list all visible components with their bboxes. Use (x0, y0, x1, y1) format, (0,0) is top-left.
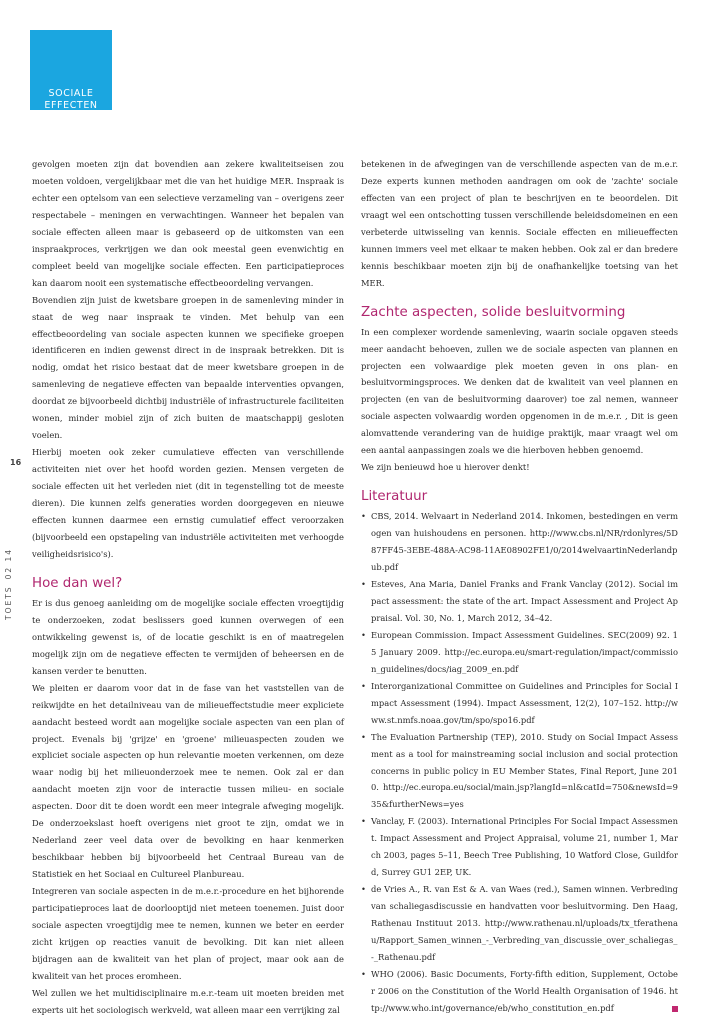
reference-text: Interorganizational Committee on Guidelines and Principles for Social Impact Assessment (1994). Impact Assessment, 12(2), 107–152. http://www.st.nmfs.noaa.gov/tm/spo/spo16.pdf (371, 680, 678, 725)
paragraph: Wel zullen we het multidisciplinaire m.e.r.-team uit moeten breiden met experts uit het sociologisch werkveld, wat alleen maar een verrijking zal (32, 987, 344, 1015)
reference-text: The Evaluation Partnership (TEP), 2010. Study on Social Impact Assessment as a tool for mainstreaming social inclusion and social protection concerns in public policy in EU Member States, Final Report, June 2010. http://ec.europa.eu/social/main.jsp?langId=nl&catId=750&newsId=935&furtherNews=yes (371, 731, 678, 810)
reference-item (361, 678, 678, 729)
bullet: • (361, 884, 366, 895)
section-tab (30, 30, 112, 110)
bullet: • (361, 579, 366, 590)
reference-text: Esteves, Ana Maria, Daniel Franks and Frank Vanclay (2012). Social impact assessment: the state of the art. Impact Assessment and Project Appraisal. Vol. 30, No. 1, March 2012, 34–42. (371, 579, 678, 623)
paragraph: Er is dus genoeg aanleiding om de mogelijke sociale effecten vroegtijdig te onderzoeken, zodat beslissers goed kunnen overwegen of een ontwikkeling gewenst is, of de locatie geschikt is en of maatregelen mogelijk zijn om de negatieve effecten te vermijden of beheersen en de kansen verder te benutten. (32, 597, 344, 676)
bullet: • (361, 816, 366, 827)
reference-text: Vanclay, F. (2003). International Principles For Social Impact Assessment. Impact Assessment and Project Appraisal, volume 21, number 1, March 2003, pages 5–11, Beech Tree Publishing, 10 Watford Close, Guildford, Surrey GU1 2EP, UK. (371, 816, 678, 878)
reference-item (361, 966, 678, 1017)
journal-name: TOETS (4, 585, 13, 620)
paragraph: In een complexer wordende samenleving, waarin sociale opgaven steeds meer aandacht behoeven, zullen we de sociale aspecten van plannen en projecten een volwaardige plek moeten geven in ons plan- en besluitvormingsproces. We denken dat de kwaliteit van veel plannen en projecten (en van de besluitvorming daarover) toe zal nemen, wanneer sociale aspecten volwaardig worden opgenomen in de m.e.r. , Dit is geen alomvattende verandering van de huidige praktijk, maar vraagt wel om een aantal aanpassingen zoals we die hierboven hebben genoemd. (361, 326, 678, 456)
paragraph: Bovendien zijn juist de kwetsbare groepen in de samenleving minder in staat de weg naar inspraak te vinden. Met behulp van een effectbeoordeling van sociale aspecten kunnen we specifieke groepen identificeren en indien gewenst direct in de inspraak betrekken. Dit is nodig, omdat het risico bestaat dat de meer kwetsbare groepen in de samenleving de negatieve effecten van bepaalde interventies opvangen, doordat ze bijvoorbeeld dichtbij industriële of infrastructurele faciliteiten wonen, minder mobiel zijn of zich buiten de maatschappij gesloten voelen. (32, 294, 344, 441)
bullet: • (361, 968, 366, 979)
bullet: • (361, 680, 366, 691)
bullet: • (361, 629, 366, 640)
journal-side-label (4, 547, 14, 620)
section-heading: Zachte aspecten, solide besluitvorming (361, 304, 626, 320)
paragraph: Hierbij moeten ook zeker cumulatieve effecten van verschillende activiteiten niet over het hoofd worden gezien. Mensen vergeten de sociale effecten uit het verleden niet (dit in tegenstelling tot de meeste dieren). Die kunnen zelfs generaties worden doorgegeven en nieuwe effecten kunnen daarmee een ernstig cumulatief effect veroorzaken (bijvoorbeeld een opstapeling van industriële activiteiten met verhoogde veiligheidsrisico's). (32, 447, 344, 559)
references-heading: Literatuur (361, 489, 428, 505)
paragraph: We zijn benieuwd hoe u hierover denkt! (361, 462, 530, 473)
reference-item (361, 508, 678, 576)
end-of-article-marker (672, 1006, 678, 1012)
reference-item (361, 729, 678, 814)
bullet: • (361, 731, 366, 742)
section-tab-line1: SOCIALE (48, 88, 94, 99)
paragraph: Integreren van sociale aspecten in de m.e.r.-procedure en het bijhorende participatieproces laat de doorlooptijd niet meteen toenemen. Juist door sociale aspecten vroegtijdig mee te nemen, kunnen we beter en eerder zicht krijgen op reacties vanuit de bevolking. Dit kan niet alleen bijdragen aan de kwaliteit van het plan of project, maar ook aan de kwaliteit van het proces eromheen. (32, 886, 344, 981)
reference-item (361, 813, 678, 881)
section-tab-line2: EFFECTEN (44, 100, 98, 111)
reference-text: de Vries A., R. van Est & A. van Waes (red.), Samen winnen. Verbreding van schaliegasdiscussie en handvatten voor besluitvorming. Den Haag, Rathenau Instituut 2013. http://www.rathenau.nl/uploads/tx_tferathenau/Rapport_Samen_winnen_-_Verbreding_van_discussie_over_schaliegas_-_Rathenau.pdf (371, 884, 678, 962)
reference-item (361, 881, 678, 966)
right-column (361, 156, 678, 1017)
paragraph: We pleiten er daarom voor dat in de fase van het vaststellen van de reikwijdte en het detailniveau van de milieueffectstudie meer expliciete aandacht besteed wordt aan mogelijke sociale aspecten van een plan of project. Evenals bij 'grijze' en 'groene' milieuaspecten zouden we expliciet sociale aspecten op hun relevantie moeten verkennen, om deze waar nodig bij het milieuonderzoek mee te nemen. Ook zal er dan aandacht moeten zijn voor de interactie tussen milieu- en sociale aspecten. Door dit te doen wordt een meer integrale afweging mogelijk. De onderzoekslast hoeft overigens niet groot te zijn, omdat we in Nederland zeer veel data over de bevolking en haar kenmerken beschikbaar hebben bij bijvoorbeeld het Centraal Bureau van de Statistiek en het Sociaal en Cultureel Planbureau. (32, 682, 344, 880)
paragraph: betekenen in de afwegingen van de verschillende aspecten van de m.e.r. Deze experts kunnen methoden aandragen om ook de 'zachte' sociale effecten van een project of plan te beschrijven en te beoordelen. Dit vraagt wel een ontschotting tussen verschillende beleidsdomeinen en een verbeterde uitwisseling van kennis. Sociale effecten en milieueffecten kunnen immers veel met elkaar te maken hebben. Ook zal er dan bredere kennis beschikbaar moeten zijn bij de onafhankelijke toetsing van het MER. (361, 159, 678, 288)
reference-item (361, 627, 678, 678)
page-number: 16 (10, 458, 22, 467)
left-column (32, 156, 344, 1019)
bullet: • (361, 511, 366, 522)
journal-issue: 02 14 (4, 547, 13, 580)
reference-text: CBS, 2014. Welvaart in Nederland 2014. Inkomen, bestedingen en vermogen van huishoudens en personen. http://www.cbs.nl/NR/rdonlyres/5D87FF45-3EBE-488A-AC98-11AE08902FE1/0/2014welvaartinNederlandpub.pdf (371, 511, 678, 573)
reference-item (361, 576, 678, 627)
reference-list (361, 508, 678, 1017)
reference-text: European Commission. Impact Assessment Guidelines. SEC(2009) 92. 15 January 2009. http://ec.europa.eu/smart-regulation/impact/commission_guidelines/docs/iag_2009_en.pdf (371, 629, 678, 674)
paragraph: gevolgen moeten zijn dat bovendien aan zekere kwaliteitseisen zou moeten voldoen, vergelijkbaar met die van het huidige MER. Inspraak is echter een optelsom van een selectieve verzameling van – overigens zeer respectabele – meningen en verwachtingen. Wanneer het bepalen van sociale effecten alleen maar is gebaseerd op de uitkomsten van een inspraakproces, verkrijgen we dan ook meestal geen evenwichtig en compleet beeld van mogelijke sociale effecten. Een participatieproces kan daarom nooit een systematische effectbeoordeling vervangen. (32, 159, 344, 288)
reference-text: WHO (2006). Basic Documents, Forty-fifth edition, Supplement, October 2006 on the Constitution of the World Health Organisation of 1946. http://www.who.int/governance/eb/who_constitution_en.pdf (371, 968, 678, 1013)
section-heading: Hoe dan wel? (32, 575, 123, 591)
